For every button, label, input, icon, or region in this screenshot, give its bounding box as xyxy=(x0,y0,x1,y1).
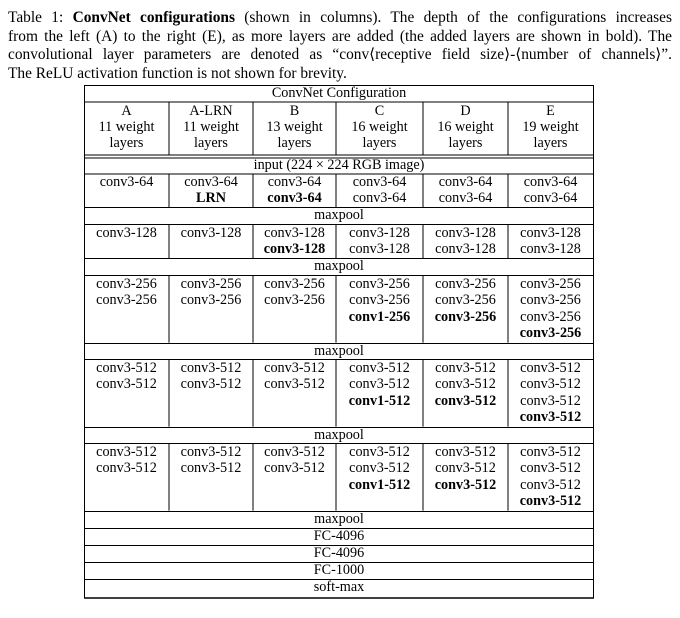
column-unit: layers xyxy=(109,135,144,152)
layer-cell: conv3-512 xyxy=(520,460,581,477)
caption-line-2: from the left (A) to the right (E), as more layers are added (the added layers are shown in bold). The xyxy=(8,27,672,45)
layer-cell: conv1-512 xyxy=(348,392,411,409)
column-name: E xyxy=(546,102,555,119)
column-unit: layers xyxy=(277,135,312,152)
column-unit: layers xyxy=(448,135,483,152)
layer-cell: conv3-256 xyxy=(264,292,325,309)
layer-cell: conv3-512 xyxy=(520,376,581,393)
layer-cell: conv3-512 xyxy=(520,444,581,460)
layer-cell: conv3-512 xyxy=(180,460,242,477)
fc-row: FC-1000 xyxy=(313,562,365,578)
layer-cell: conv3-512 xyxy=(519,409,582,426)
layer-cell: conv3-512 xyxy=(435,376,496,393)
layer-cell: conv3-512 xyxy=(519,493,582,510)
layer-cell: conv3-512 xyxy=(349,460,410,477)
layer-cell: conv3-512 xyxy=(520,476,581,493)
layer-cell: conv3-128 xyxy=(349,241,410,258)
layer-cell: conv3-512 xyxy=(520,392,581,409)
layer-cell: conv3-512 xyxy=(96,444,157,460)
maxpool-row: maxpool xyxy=(314,511,364,527)
layer-cell: conv3-128 xyxy=(180,225,242,241)
layer-cell: conv3-256 xyxy=(520,308,581,325)
layer-cell: conv3-128 xyxy=(520,225,581,241)
maxpool-row: maxpool xyxy=(314,207,364,223)
layer-cell: LRN xyxy=(196,190,226,207)
layer-cell: conv3-128 xyxy=(264,225,325,241)
column-name: A-LRN xyxy=(189,102,233,119)
column-name: B xyxy=(289,102,300,119)
layer-cell: conv3-512 xyxy=(180,360,242,376)
layer-cell: conv1-256 xyxy=(348,308,411,325)
table-caption xyxy=(8,9,672,83)
layer-cell: conv3-128 xyxy=(349,225,410,241)
fc-row: FC-4096 xyxy=(313,545,365,561)
column-name: C xyxy=(374,102,385,119)
layer-cell: conv3-256 xyxy=(435,292,496,309)
layer-cell: conv3-64 xyxy=(352,174,407,190)
layer-cell: conv3-256 xyxy=(180,292,242,309)
column-name: D xyxy=(460,102,471,119)
input-row: input (224 × 224 RGB image) xyxy=(253,157,425,173)
layer-cell: conv3-256 xyxy=(349,276,410,292)
layer-cell: conv3-512 xyxy=(520,360,581,376)
layer-cell: conv3-512 xyxy=(96,376,157,393)
layer-cell: conv3-64 xyxy=(184,174,238,190)
maxpool-row: maxpool xyxy=(314,427,364,443)
layer-cell: conv3-512 xyxy=(435,460,496,477)
convnet-config-table xyxy=(84,85,594,599)
layer-cell: conv3-256 xyxy=(519,325,582,342)
layer-cell: conv3-64 xyxy=(267,174,322,190)
layer-cell: conv3-128 xyxy=(96,225,157,241)
layer-cell: conv3-64 xyxy=(267,190,322,207)
layer-cell: conv3-64 xyxy=(438,190,493,207)
caption-text-1: (shown in columns). The depth of the configurations increases xyxy=(234,9,672,26)
caption-line-3: convolutional layer parameters are denoted as “conv⟨receptive field size⟩-⟨number of channels⟩”. xyxy=(8,46,672,63)
layer-cell: conv3-512 xyxy=(264,460,325,477)
column-unit: layers xyxy=(194,135,228,152)
layer-cell: conv3-256 xyxy=(520,276,581,292)
maxpool-row: maxpool xyxy=(314,258,364,274)
layer-cell: conv3-512 xyxy=(349,444,410,460)
layer-cell: conv1-512 xyxy=(348,476,411,493)
layer-cell: conv3-512 xyxy=(96,360,157,376)
layer-cell: conv3-128 xyxy=(435,241,496,258)
caption-line-4: The ReLU activation function is not shown for brevity. xyxy=(8,64,347,82)
layer-cell: conv3-256 xyxy=(349,292,410,309)
column-depth: 19 weight xyxy=(522,118,579,135)
layer-cell: conv3-512 xyxy=(96,460,157,477)
layer-cell: conv3-512 xyxy=(434,392,497,409)
table-title: ConvNet Configuration xyxy=(271,85,407,101)
layer-cell: conv3-512 xyxy=(435,360,496,376)
layer-cell: conv3-128 xyxy=(435,225,496,241)
layer-cell: conv3-256 xyxy=(180,276,242,292)
layer-cell: conv3-512 xyxy=(434,476,497,493)
layer-cell: conv3-512 xyxy=(349,376,410,393)
layer-cell: conv3-64 xyxy=(99,174,154,190)
layer-cell: conv3-256 xyxy=(96,276,157,292)
fc-row: FC-4096 xyxy=(313,528,365,544)
layer-cell: conv3-512 xyxy=(180,376,242,393)
column-unit: layers xyxy=(362,135,397,152)
column-name: A xyxy=(121,102,132,119)
layer-cell: conv3-512 xyxy=(349,360,410,376)
layer-cell: conv3-512 xyxy=(264,360,325,376)
layer-cell: conv3-256 xyxy=(264,276,325,292)
layer-cell: conv3-64 xyxy=(352,190,407,207)
layer-cell: conv3-128 xyxy=(520,241,581,258)
layer-cell: conv3-128 xyxy=(263,241,326,258)
layer-cell: conv3-512 xyxy=(264,376,325,393)
caption-label: Table 1: xyxy=(8,9,64,26)
column-depth: 16 weight xyxy=(351,118,408,135)
layer-cell: conv3-256 xyxy=(434,308,497,325)
layer-cell: conv3-512 xyxy=(180,444,242,460)
layer-cell: conv3-64 xyxy=(438,174,493,190)
column-depth: 11 weight xyxy=(183,118,239,135)
caption-line-1 xyxy=(8,9,672,28)
column-depth: 13 weight xyxy=(266,118,323,135)
caption-title: ConvNet configurations xyxy=(72,9,235,26)
layer-cell: conv3-512 xyxy=(264,444,325,460)
column-depth: 11 weight xyxy=(98,118,155,135)
softmax-row: soft-max xyxy=(313,579,365,595)
layer-cell: conv3-512 xyxy=(435,444,496,460)
column-unit: layers xyxy=(533,135,568,152)
layer-cell: conv3-64 xyxy=(523,190,578,207)
maxpool-row: maxpool xyxy=(314,343,364,359)
layer-cell: conv3-256 xyxy=(435,276,496,292)
layer-cell: conv3-256 xyxy=(96,292,157,309)
column-depth: 16 weight xyxy=(437,118,494,135)
layer-cell: conv3-256 xyxy=(520,292,581,309)
layer-cell: conv3-64 xyxy=(523,174,578,190)
